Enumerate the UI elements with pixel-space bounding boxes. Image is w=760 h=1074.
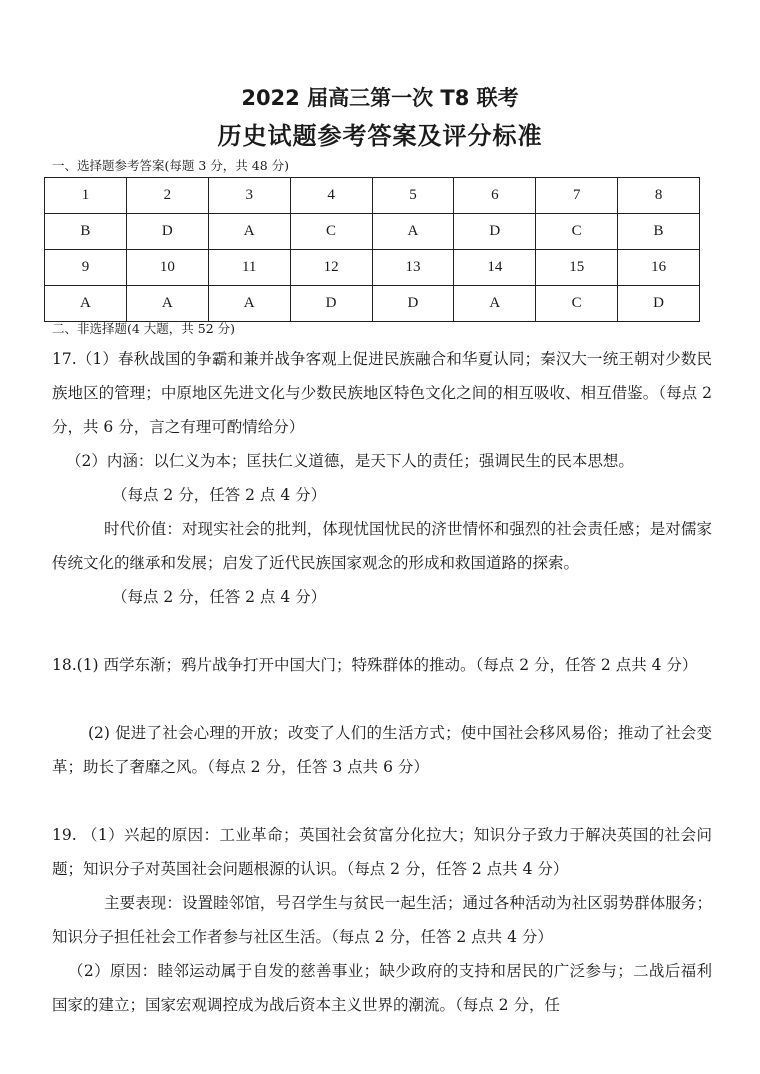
q19-performance: 主要表现：设置睦邻馆，号召学生与贫民一起生活；通过各种活动为社区弱势群体服务；知识分子担任社会工作者参与社区生活。（每点 2 分，任答 2 点共 4 分） [52,894,712,946]
table-cell: 12 [290,250,372,286]
q18-part2: (2) 促进了社会心理的开放；改变了人们的生活方式；使中国社会移风易俗；推动了社会变革；助长了奢靡之风。（每点 2 分，任答 3 点共 6 分） [52,724,712,776]
table-cell: C [290,214,372,250]
table-cell: A [45,286,127,322]
table-cell: 11 [208,250,290,286]
table-cell: 5 [372,178,454,214]
table-cell: D [372,286,454,322]
table-cell: B [45,214,127,250]
table-cell: 1 [45,178,127,214]
table-cell: A [126,286,208,322]
exam-title: 2022 届高三第一次 T8 联考 [241,86,519,110]
table-cell: 9 [45,250,127,286]
table-row [45,178,700,214]
q19-part2: （2）原因：睦邻运动属于自发的慈善事业；缺少政府的支持和居民的广泛参与；二战后福利国家的建立；国家宏观调控成为战后资本主义世界的潮流。（每点 2 分，任 [52,962,712,1014]
table-cell: 7 [536,178,618,214]
table-cell: 2 [126,178,208,214]
table-cell: 3 [208,178,290,214]
table-cell: C [536,214,618,250]
table-cell: 16 [618,250,700,286]
q18-part1: 18.(1) 西学东渐；鸦片战争打开中国大门；特殊群体的推动。（每点 2 分，任答 2 点共 4 分） [52,656,698,674]
table-cell: D [454,214,536,250]
table-cell: 13 [372,250,454,286]
table-cell: D [126,214,208,250]
table-cell: A [208,214,290,250]
q19-part1: 19. （1）兴起的原因：工业革命；英国社会贫富分化拉大；知识分子致力于解决英国的社会问题；知识分子对英国社会问题根源的认识。（每点 2 分，任答 2 点共 4 分） [52,826,712,878]
table-cell: 6 [454,178,536,214]
table-cell: 14 [454,250,536,286]
exam-subtitle: 历史试题参考答案及评分标准 [217,122,543,150]
answer-table [44,177,700,322]
table-cell: B [618,214,700,250]
section2-heading: 二、非选择题(4 大题，共 52 分) [52,321,236,336]
table-row [45,286,700,322]
table-cell: A [372,214,454,250]
q17-part2-score: （每点 2 分，任答 2 点 4 分） [112,486,327,504]
table-cell: C [536,286,618,322]
table-cell: 15 [536,250,618,286]
section1-heading: 一、选择题参考答案(每题 3 分，共 48 分) [52,158,290,173]
q17-part2: （2）内涵：以仁义为本；匡扶仁义道德，是天下人的责任；强调民生的民本思想。 [66,452,634,470]
table-row [45,214,700,250]
table-row [45,250,700,286]
table-cell: D [290,286,372,322]
table-cell: A [208,286,290,322]
table-cell: 4 [290,178,372,214]
table-cell: 8 [618,178,700,214]
q17-part1: 17.（1）春秋战国的争霸和兼并战争客观上促进民族融合和华夏认同；秦汉大一统王朝对少数民族地区的管理；中原地区先进文化与少数民族地区特色文化之间的相互吸收、相互借鉴。（每点 2 分，共 6 分，言之有理可酌情给分） [52,350,712,436]
table-cell: 10 [126,250,208,286]
table-cell: D [618,286,700,322]
table-cell: A [454,286,536,322]
q17-value: 时代价值：对现实社会的批判，体现忧国忧民的济世情怀和强烈的社会责任感；是对儒家传统文化的继承和发展；启发了近代民族国家观念的形成和救国道路的探索。 [52,520,712,572]
q17-value-score: （每点 2 分，任答 2 点 4 分） [112,588,327,606]
